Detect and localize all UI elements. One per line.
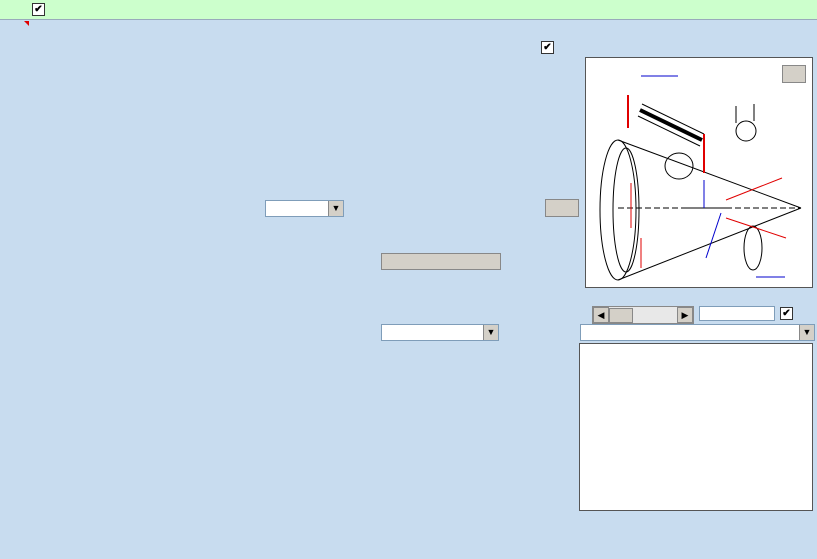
units-checkbox[interactable]: ✔ bbox=[541, 41, 554, 54]
refresh-button[interactable] bbox=[381, 253, 501, 270]
chevron-down-icon[interactable]: ▼ bbox=[328, 201, 343, 216]
scroll-left-button[interactable]: ◀ bbox=[593, 307, 609, 323]
scroll-thumb[interactable] bbox=[609, 308, 633, 323]
header-checkbox[interactable]: ✔ bbox=[32, 3, 45, 16]
x-scrollbar[interactable] bbox=[592, 306, 694, 324]
cone-drawing bbox=[586, 58, 812, 287]
chart-panel bbox=[579, 343, 813, 511]
force-unit-select[interactable] bbox=[265, 200, 344, 217]
section-row-input bbox=[0, 21, 560, 39]
x-position-checkbox[interactable]: ✔ bbox=[780, 307, 793, 320]
graph-type-select[interactable] bbox=[580, 324, 815, 341]
load-type-select[interactable] bbox=[381, 324, 499, 341]
sheet-header bbox=[0, 0, 817, 20]
chevron-down-icon[interactable]: ▼ bbox=[799, 325, 814, 340]
scroll-right-button[interactable]: ▶ bbox=[677, 307, 693, 323]
comment-marker[interactable] bbox=[24, 21, 29, 26]
x-position-field[interactable] bbox=[699, 306, 775, 321]
chevron-down-icon[interactable]: ▼ bbox=[483, 325, 498, 340]
pq-button[interactable] bbox=[545, 199, 579, 217]
cone-diagram bbox=[585, 57, 813, 288]
dR-chart bbox=[580, 344, 812, 510]
